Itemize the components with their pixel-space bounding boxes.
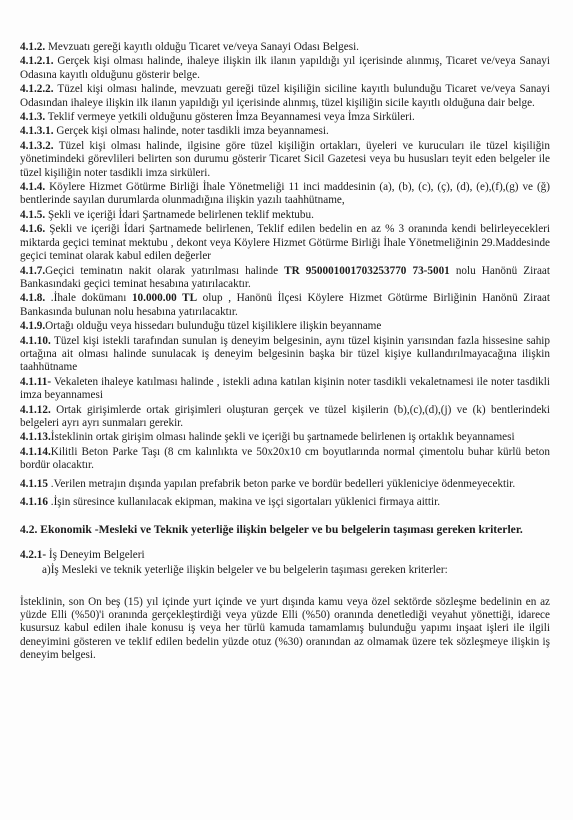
clause-4-1-11: 4.1.11- Vekaleten ihaleye katılması halinde , istekli adına katılan kişinin noter tasdikli vekaletnamesi ile noter tasdikli imza beyannamesi (20, 375, 550, 402)
clause-4-1-15: 4.1.15 .Verilen metrajın dışında yapılan prefabrik beton parke ve bordür bedelleri yükleniciye ödenmeyecektir. (20, 477, 516, 490)
clause-4-1-7: 4.1.7.Geçici teminatın nakit olarak yatırılması halinde TR 950001001703253770 73-5001 nolu Hanönü Ziraat Bankasındaki geçici teminat hesabına yatırılacaktır. (20, 264, 550, 290)
clause-4-1-3: 4.1.3. Teklif vermeye yetkili olduğunu gösteren İmza Beyannamesi veya İmza Sirküleri. (20, 111, 415, 124)
clause-4-1-2-1: 4.1.2.1. Gerçek kişi olması halinde, ihaleye ilişkin ilk ilanın yapıldığı yıl içerisinde alınmış, Ticaret ve/veya Sanayi Odasına kayıtlı olduğunu gösterir belge. (20, 55, 550, 81)
clause-4-1-6: 4.1.6. Şekli ve içeriği İdari Şartnamede belirlenen, Teklif edilen bedelin en az % 3 oranında kendi belirleyecekleri miktarda geçici teminat mektubu , dekont veya Köylere Hizmet Götürme Birliği İhale Yönetmeliğinin 29.Maddesinde geçici teminat olarak kabul edilen değerler (20, 223, 550, 263)
clause-4-1-3-2: 4.1.3.2. Tüzel kişi olması halinde, ilgisine göre tüzel kişiliğin ortakları, üyeleri ve kurucuları ile tüzel kişiliğin yönetimindeki görevlileri belirten son durumu gösterir Ticaret Sicil Gazetesi veya bu hususları teyit eden belgeler ile tüzel kişiliğin noter tasdikli imza sirküleri. (20, 139, 550, 179)
clause-4-1-13: 4.1.13.İsteklinin ortak girişim olması halinde şekli ve içeriği bu şartnamede belirlenen iş ortaklık beyannamesi (20, 431, 515, 444)
clause-4-1-3-1: 4.1.3.1. Gerçek kişi olması halinde, noter tasdikli imza beyannamesi. (20, 125, 329, 138)
clause-4-1-5: 4.1.5. Şekli ve içeriği İdari Şartnamede belirlenen teklif mektubu. (20, 208, 314, 221)
clause-4-1-16: 4.1.16 .İşin süresince kullanılacak ekipman, makina ve işçi sigortaları yüklenici firmaya aittir. (20, 496, 441, 508)
clause-4-1-14: 4.1.14.Kilitli Beton Parke Taşı (8 cm kalınlıkta ve 50x20x10 cm boyutlarında normal çimentolu buhar kürlü beton bordür olacaktır. (20, 445, 550, 472)
clause-4-1-12: 4.1.12. Ortak girişimlerde ortak girişimleri oluşturan gerçek ve tüzel kişilerin (b),(c),(d),(j) ve (k) bentlerindeki belgeleri ayrı ayrı sunmaları gerekir. (20, 403, 550, 429)
iban-number: TR 950001001703253770 73-5001 (284, 264, 450, 277)
clause-4-1-10: 4.1.10. Tüzel kişi istekli tarafından sunulan iş deneyim belgesinin, aynı tüzel kişinin yarısından fazla hissesine sahip ortağına ait olması halinde sunulacak iş deneyim belgesinin başka bir tüzel kişiye kullandırılmayacağına ilişkin taahhütname (20, 334, 550, 374)
section-4-2-title: 4.2. Ekonomik -Mesleki ve Teknik yeterliğe ilişkin belgeler ve bu belgelerin taşıması gereken kriterler. (20, 523, 523, 537)
subsection-4-2-1-title: 4.2.1- İş Deneyim Belgeleri (20, 548, 145, 561)
clause-4-1-4: 4.1.4. Köylere Hizmet Götürme Birliği İhale Yönetmeliği 11 inci maddesinin (a), (b), (c), (ç), (d), (e),(f),(g) ve (ğ) bentlerinde sayılan durumlarda olunmadığına ilişkin yazılı taahhütname, (20, 181, 550, 207)
document-fee: 10.000.00 TL (131, 292, 198, 305)
criteria-item-a: a)İş Mesleki ve teknik yeterliğe ilişkin belgeler ve bu belgelerin taşıması gereken kriterler: (42, 564, 448, 577)
clause-4-1-8: 4.1.8. .İhale dokümanı 10.000.00 TL olup , Hanönü İlçesi Köylere Hizmet Götürme Birliğinin Hanönü Ziraat Bankasında bulunan nolu hesabına yatırılacaktır. (20, 292, 550, 318)
experience-requirement-paragraph: İsteklinin, son On beş (15) yıl içinde yurt içinde ve yurt dışında kamu veya özel sektörde sözleşme bedelinin en az yüzde Elli (%50)'i oranında gerçekleştirdiği veya yüzde Elli (%50) oranında denetlediği veyahut yönettiği, idarece kusursuz kabul edilen ihale konusu iş veya her türlü kamuda tamamlamış bulunduğu yapımı inşaat işleri ile ilgili deneyimini gösteren ve teklif edilen bedelin yüzde otuz (%30) oranından az olmamak üzere tek sözleşmeye ilişkin iş deneyim belgesi. (20, 595, 550, 662)
clause-4-1-2: 4.1.2. Mevzuatı gereği kayıtlı olduğu Ticaret ve/veya Sanayi Odası Belgesi. (20, 41, 359, 53)
clause-4-1-2-2: 4.1.2.2. Tüzel kişi olması halinde, mevzuatı gereği tüzel kişiliğin siciline kayıtlı bulunduğu Ticaret ve/veya Sanayi Odasından ihaleye ilişkin ilk ilanın yapıldığı yıl içerisinde alınmış, tüzel kişiliğin sicile kayıtlı olduğuna dair belge. (20, 83, 550, 109)
document-body (20, 41, 550, 664)
clause-4-1-9: 4.1.9.Ortağı olduğu veya hissedarı bulunduğu tüzel kişiliklere ilişkin beyanname (20, 320, 382, 333)
